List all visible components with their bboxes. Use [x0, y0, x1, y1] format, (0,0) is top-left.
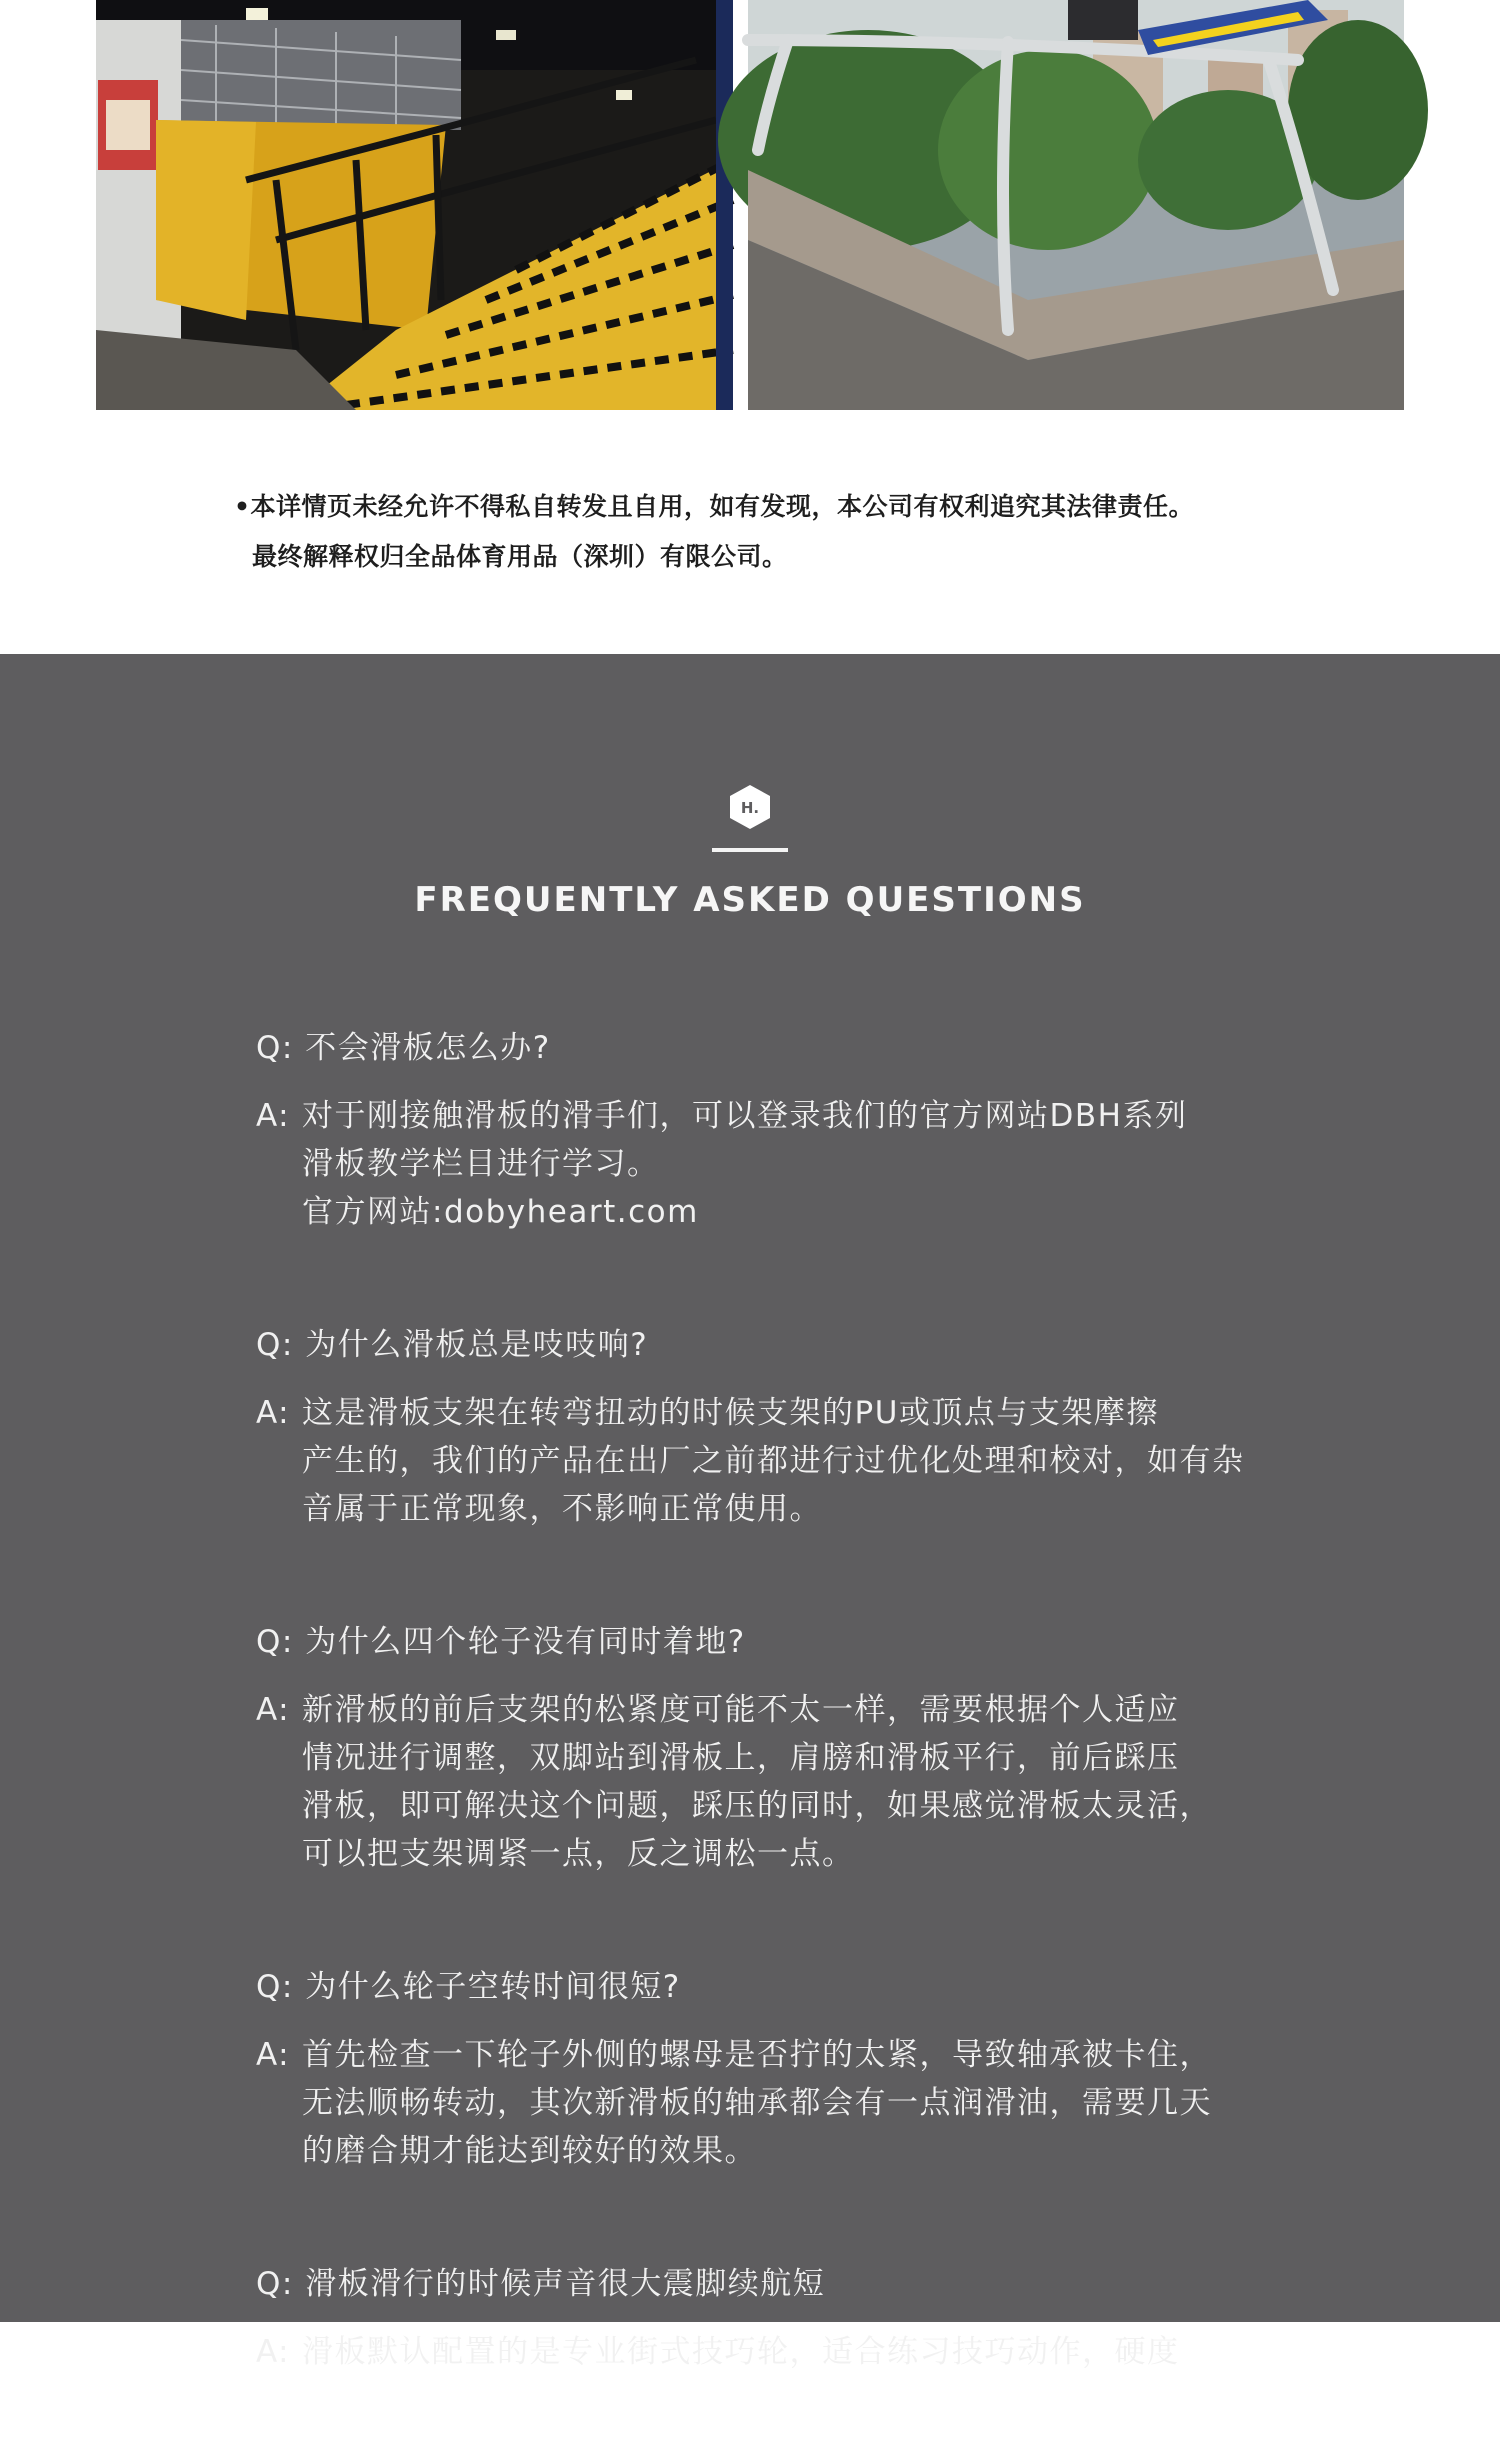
- faq-item: [256, 1024, 1306, 1236]
- faq-item: [256, 1618, 1306, 1878]
- answer-line: 这是滑板支架在转弯扭动的时候支架的PU或顶点与支架摩擦: [302, 1395, 1159, 1431]
- faq-title: FREQUENTLY ASKED QUESTIONS: [414, 880, 1086, 920]
- answer-line: 的磨合期才能达到较好的效果。: [302, 2133, 757, 2169]
- notice-line-2: 最终解释权归全品体育用品（深圳）有限公司。: [252, 542, 788, 571]
- answer-line: 滑板教学栏目进行学习。: [302, 1146, 660, 1182]
- answer-line: 官方网站:dobyheart.com: [302, 1194, 699, 1230]
- notice-line-1: •本详情页未经允许不得私自转发且自用，如有发现，本公司有权利追究其法律责任。: [234, 492, 1194, 521]
- copyright-notice: [234, 482, 1334, 582]
- faq-item: [256, 1321, 1306, 1533]
- answer-line: 产生的，我们的产品在出厂之前都进行过优化处理和校对，如有杂: [302, 1443, 1245, 1479]
- answer-prefix: A:: [256, 1692, 291, 1728]
- faq-question: Q: 不会滑板怎么办?: [256, 1030, 551, 1066]
- answer-prefix: A:: [256, 1395, 291, 1431]
- faq-item: [256, 1963, 1306, 2175]
- skatepark-stairs-photo: [96, 0, 733, 410]
- faq-section: [0, 654, 1500, 2370]
- faq-question: Q: 为什么滑板总是吱吱响?: [256, 1327, 649, 1363]
- photo-strip: [0, 0, 1500, 410]
- answer-line: 滑板，即可解决这个问题，踩压的同时，如果感觉滑板太灵活，: [302, 1788, 1212, 1824]
- faq-question: Q: 为什么四个轮子没有同时着地?: [256, 1624, 746, 1660]
- faq-question: Q: 滑板滑行的时候声音很大震脚续航短: [256, 2266, 826, 2302]
- faq-list: [256, 1024, 1306, 2461]
- answer-prefix: A:: [256, 1098, 291, 1134]
- brand-logo-text: H.: [740, 799, 760, 817]
- answer-line: 音属于正常现象，不影响正常使用。: [302, 1491, 822, 1527]
- title-divider: [712, 848, 788, 852]
- faq-answer: [256, 1389, 1306, 1533]
- street-rail-photo: [748, 0, 1404, 410]
- answer-prefix: A:: [256, 2037, 291, 2073]
- answer-line: 对于刚接触滑板的滑手们，可以登录我们的官方网站DBH系列: [302, 1098, 1188, 1134]
- answer-line: 可以把支架调紧一点，反之调松一点。: [302, 1836, 855, 1872]
- answer-line: 新滑板的前后支架的松紧度可能不太一样，需要根据个人适应: [302, 1692, 1180, 1728]
- answer-prefix: A:: [256, 2334, 291, 2370]
- faq-answer: [256, 2328, 1306, 2376]
- answer-line: 情况进行调整，双脚站到滑板上，肩膀和滑板平行，前后踩压: [302, 1740, 1180, 1776]
- faq-answer: [256, 1686, 1306, 1878]
- faq-item: [256, 2260, 1306, 2376]
- answer-line: 滑板默认配置的是专业街式技巧轮，适合练习技巧动作，硬度: [302, 2334, 1180, 2370]
- faq-answer: [256, 2031, 1306, 2175]
- answer-line: 无法顺畅转动，其次新滑板的轴承都会有一点润滑油，需要几天: [302, 2085, 1212, 2121]
- answer-line: 首先检查一下轮子外侧的螺母是否拧的太紧，导致轴承被卡住，: [302, 2037, 1212, 2073]
- faq-question: Q: 为什么轮子空转时间很短?: [256, 1969, 681, 2005]
- faq-answer: [256, 1092, 1306, 1236]
- brand-logo-icon: [729, 784, 771, 830]
